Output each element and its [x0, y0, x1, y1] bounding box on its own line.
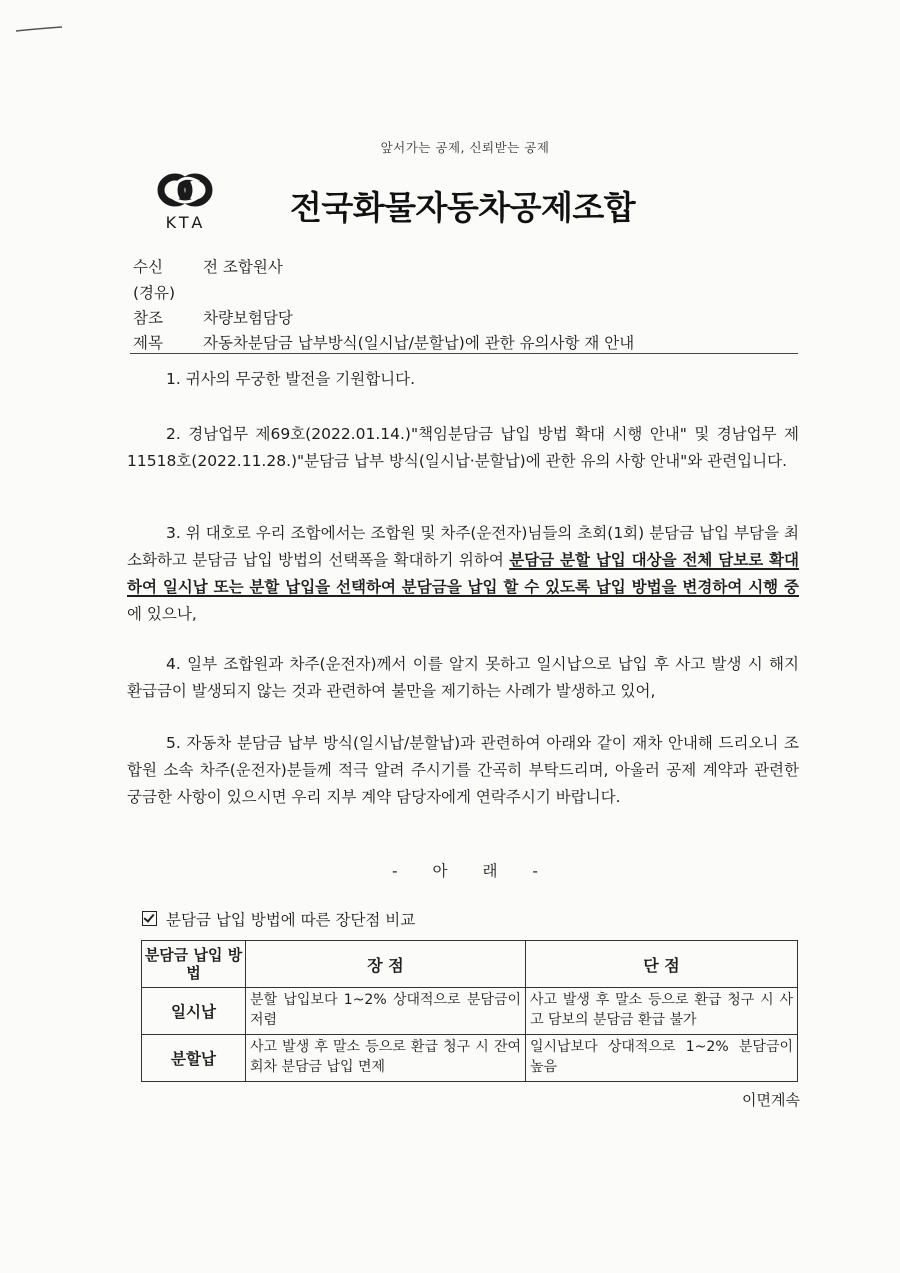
paragraph-3-tail: 에 있으나,: [127, 605, 197, 623]
method-cell: 일시납: [142, 988, 246, 1035]
checkbox-checked-icon: [142, 911, 157, 926]
paragraph-4: 4. 일부 조합원과 차주(운전자)께서 이를 알지 못하고 일시납으로 납입 후 사고 발생 시 해지 환급금이 발생되지 않는 것과 관련하여 불만을 제기하는 사례가 발생하고 있어,: [127, 655, 799, 700]
logo-text: KTA: [165, 213, 207, 232]
comparison-table: [141, 940, 798, 1082]
paragraph-3-emphasis: 분담금 분할 납입 대상을 전체 담보로 확대하여 일시납 또는 분할 납입을 선택하여 분담금을 납입 할 수 있도록 납입 방법을 변경하여 시행 중: [127, 551, 800, 596]
paragraph-2: 2. 경남업무 제69호(2022.01.14.)"책임분담금 납입 방법 확대 시행 안내" 및 경남업무 제11518호(2022.11.28.)"분담금 납부 방식(일시납·분할납)에 관한 유의 사항 안내"와 관련입니다.: [127, 425, 799, 470]
header-cons: 단 점: [526, 941, 798, 988]
header-method: 분담금 납입 방법: [142, 941, 246, 988]
reference-label: 참조: [133, 309, 163, 327]
pros-cell: 사고 발생 후 말소 등으로 환급 청구 시 잔여 회차 분담금 납입 면제: [246, 1035, 526, 1082]
reference-value: 차량보험담당: [203, 309, 293, 327]
kta-logo-icon: [155, 172, 220, 232]
paragraph-5: 5. 자동차 분담금 납부 방식(일시납/분할납)과 관련하여 아래와 같이 재차 안내해 드리오니 조합원 소속 차주(운전자)분들께 적극 알려 주시기를 간곡히 부탁드리며, 아울러 공제 계약과 관련한 궁금한 사항이 있으시면 우리 지부 계약 담당자에게 연락주시기 바랍니다.: [127, 734, 799, 806]
cons-cell: 일시납보다 상대적으로 1~2% 분담금이 높음: [526, 1035, 798, 1082]
header-pros: 장 점: [246, 941, 526, 988]
tagline: 앞서가는 공제, 신뢰받는 공제: [380, 140, 550, 155]
table-row: [142, 1035, 798, 1082]
comparison-title: [142, 908, 415, 930]
header-divider: [130, 353, 798, 354]
via-label: (경유): [133, 284, 176, 302]
scan-mark: [14, 24, 64, 34]
recipient-label: 수신: [133, 258, 163, 276]
below-label: - 아 래 -: [392, 862, 538, 880]
subject-value: 자동차분담금 납부방식(일시납/분할납)에 관한 유의사항 재 안내: [203, 334, 635, 352]
table-row: [142, 988, 798, 1035]
paragraph-1: 1. 귀사의 무궁한 발전을 기원합니다.: [166, 370, 416, 388]
comparison-title-text: 분담금 납입 방법에 따른 장단점 비교: [166, 911, 416, 929]
paragraph-3: [127, 520, 799, 628]
subject-label: 제목: [133, 334, 163, 352]
paragraph-3-lead: 3. 위 대호로 우리 조합에서는 조합원 및 차주(운전자)님들의 초회(1회) 분담금 납입 부담을 최소화하고 분담금 납입 방법의 선택폭을 확대하기 위하여: [127, 524, 799, 569]
continued-note: 이면계속: [742, 1091, 800, 1109]
cons-cell: 사고 발생 후 말소 등으로 환급 청구 시 사고 담보의 분담금 환급 불가: [526, 988, 798, 1035]
organization-name: 전국화물자동차공제조합: [290, 188, 636, 227]
table-header-row: [142, 941, 798, 988]
pros-cell: 분할 납입보다 1~2% 상대적으로 분담금이 저렴: [246, 988, 526, 1035]
method-cell: 분할납: [142, 1035, 246, 1082]
kta-logo: [155, 172, 220, 232]
recipient-value: 전 조합원사: [203, 258, 283, 276]
